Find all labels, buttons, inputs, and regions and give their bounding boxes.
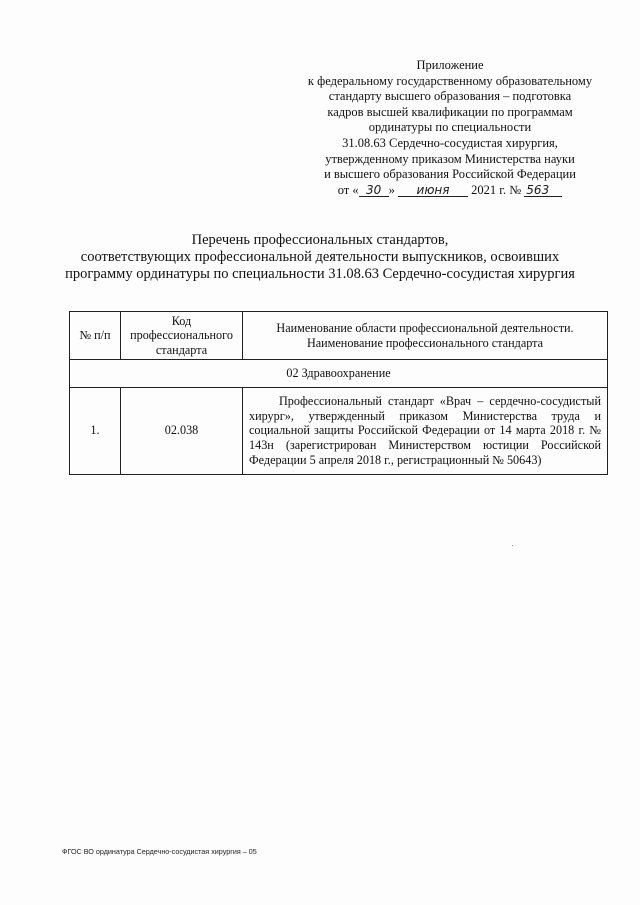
header-code: Код профессионального стандарта (121, 312, 243, 360)
title-line-1: Перечень профессиональных стандартов, (191, 232, 449, 248)
header-name-line-2: Наименование профессионального стандарта (306, 335, 544, 350)
title-line-2: соответствующих профессиональной деятельности выпускников, освоивших (80, 249, 560, 265)
row-number: 1. (70, 387, 121, 474)
row-description: Профессиональный стандарт «Врач – сердечно-сосудистый хирург», утвержденный приказом Министерства труда и социальной защиты Российской Федерации от 14 марта 2018 г. № 143н (зарегистрирован Министерством юстиции Российской Федерации 5 апреля 2018 г., регистрационный № 50643) (249, 394, 601, 467)
page-footer: ФГОС ВО ординатура Сердечно-сосудистая хирургия – 05 (62, 847, 257, 856)
order-date-line (290, 183, 610, 199)
row-code: 02.038 (121, 387, 243, 474)
date-year-text: 2021 г. № (471, 182, 522, 197)
scan-speck (512, 545, 513, 546)
handwritten-day: 30 (359, 184, 389, 197)
appendix-line-4: кадров высшей квалификации по программам (327, 104, 573, 119)
document-title (40, 232, 600, 283)
standards-table (69, 311, 608, 475)
table-row (70, 387, 608, 474)
appendix-line-6: 31.08.63 Сердечно-сосудистая хирургия, (342, 135, 558, 150)
appendix-line-3: стандарту высшего образования – подготовка (328, 89, 572, 104)
appendix-line-5: ординатуры по специальности (368, 120, 532, 135)
appendix-header (290, 58, 610, 198)
appendix-line-7: утвержденному приказом Министерства науки (325, 151, 575, 166)
appendix-line-2: к федеральному государственному образовательному (307, 73, 593, 88)
section-row (70, 360, 608, 387)
header-number: № п/п (70, 312, 121, 360)
handwritten-order-number: 563 (524, 184, 562, 197)
table-header-row (70, 312, 608, 360)
appendix-line-8: и высшего образования Российской Федерации (324, 167, 576, 182)
title-line-3: программу ординатуры по специальности 31.08.63 Сердечно-сосудистая хирургия (65, 266, 575, 282)
handwritten-month: июня (398, 184, 468, 197)
header-name-line-1: Наименование области профессиональной деятельности. (276, 321, 574, 336)
row-description-cell (243, 387, 608, 474)
date-day-suffix: » (388, 182, 395, 197)
appendix-line-1: Приложение (416, 58, 484, 72)
date-prefix: от « (337, 182, 359, 197)
section-label: 02 Здравоохранение (70, 360, 608, 387)
header-name (243, 312, 608, 360)
